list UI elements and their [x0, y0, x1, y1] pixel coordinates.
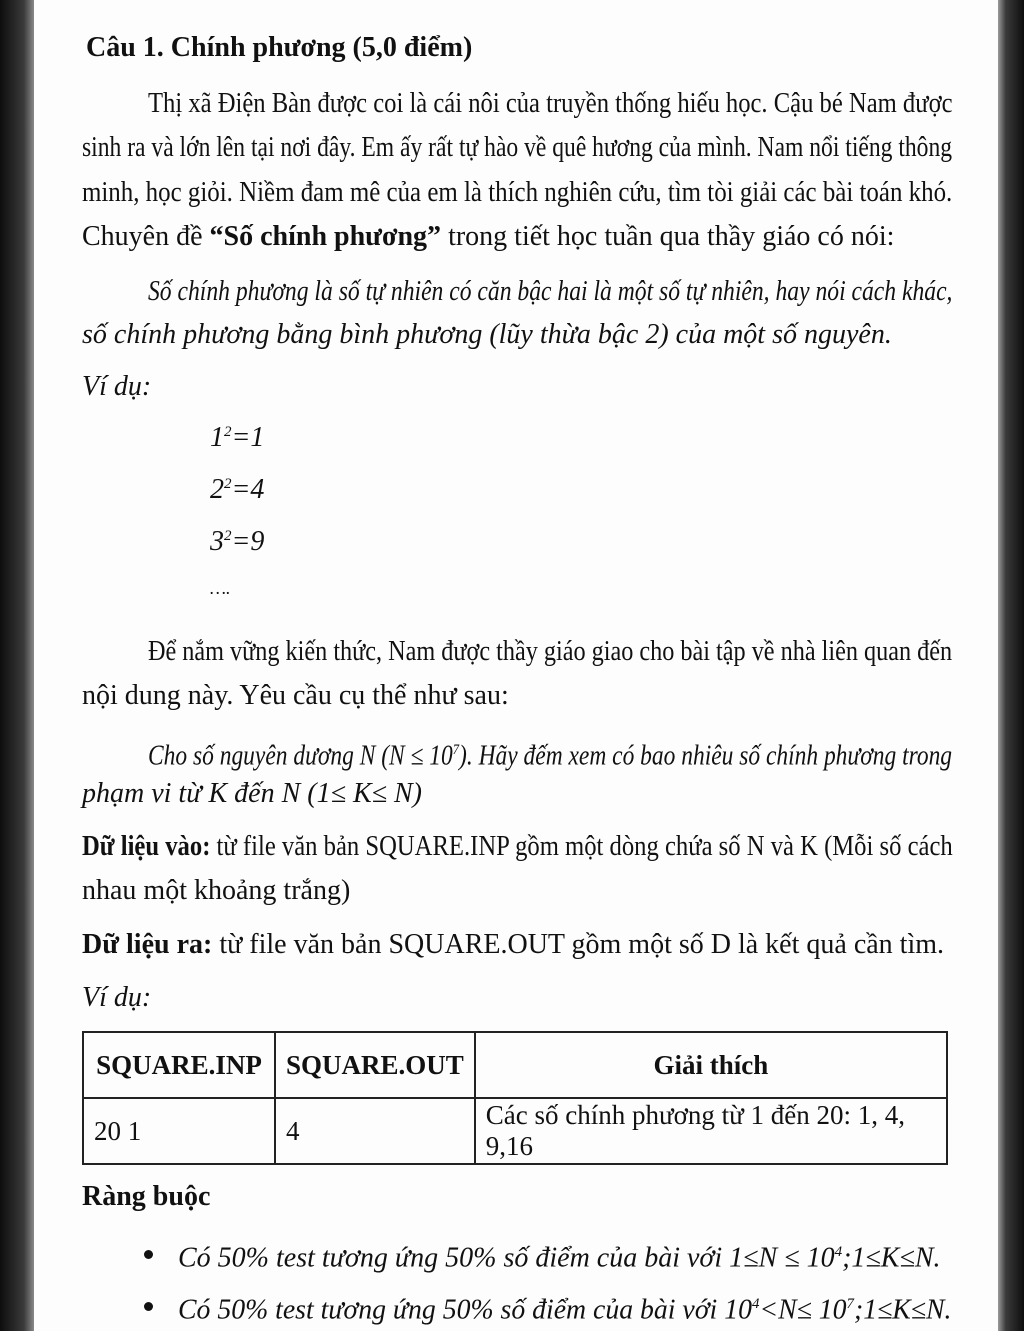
- task-intro-line-1: Để nắm vững kiến thức, Nam được thầy giáo giao cho bài tập về nhà liên quan đến: [148, 636, 953, 667]
- table-header-cell: Giải thích: [475, 1032, 947, 1098]
- constraint-2: Có 50% test tương ứng 50% số điểm của bài với $10^4<N\le$ $10^7;1\le K\le N$.: [178, 1294, 952, 1326]
- constraints-label: Ràng buộc: [82, 1181, 211, 1212]
- bullet-icon: [144, 1250, 153, 1259]
- input-line-1: [82, 830, 953, 864]
- example-label: Ví dụ:: [82, 371, 152, 402]
- intro-line-2: sinh ra và lớn lên tại nơi đây. Em ấy rất tự hào về quê hương của mình. Nam nổi tiếng thông: [82, 132, 953, 163]
- table-cell: Các số chính phương từ 1 đến 20: 1, 4, 9,16: [475, 1098, 947, 1164]
- question-title: Câu 1. Chính phương (5,0 điểm): [86, 32, 473, 63]
- input-line-2: nhau một khoảng trắng): [82, 875, 351, 906]
- example-3: $3^2=9$: [210, 526, 265, 557]
- example-table: [82, 1031, 948, 1165]
- output-text: từ file văn bản SQUARE.OUT gồm một số D là kết quả cần tìm.: [212, 929, 945, 960]
- document-page: [34, 0, 998, 1331]
- example-2: $2^2=4$: [210, 474, 265, 505]
- definition-line-2: số chính phương bằng bình phương (lũy thừa bậc 2) của một số nguyên.: [82, 319, 892, 350]
- example-ellipsis: ….: [210, 578, 231, 598]
- input-label: Dữ liệu vào:: [82, 831, 211, 862]
- scan-shadow-right: [998, 0, 1024, 1331]
- input-text: từ file văn bản SQUARE.INP gồm một dòng chứa số N và K (Mỗi số cách: [210, 831, 953, 862]
- intro-line-4: [82, 220, 894, 254]
- task-line-2: phạm vi từ K đến N (1≤ K≤ N): [82, 778, 422, 809]
- table-header-row: [83, 1032, 947, 1098]
- constraint-1: Có 50% test tương ứng 50% số điểm của bài với $1\le N \le 10^4;1\le K\le N$.: [178, 1242, 941, 1274]
- topic-suffix: trong tiết học tuần qua thầy giáo có nói:: [441, 221, 895, 252]
- table-header-cell: SQUARE.INP: [83, 1032, 275, 1098]
- task-intro-line-2: nội dung này. Yêu cầu cụ thể như sau:: [82, 680, 509, 711]
- table-cell: 4: [275, 1098, 475, 1164]
- example-label-2: Ví dụ:: [82, 982, 152, 1013]
- topic-name: “Số chính phương”: [209, 221, 442, 252]
- example-1: $1^2=1$: [210, 422, 265, 453]
- table-header-cell: SQUARE.OUT: [275, 1032, 475, 1098]
- bullet-icon: [144, 1302, 153, 1311]
- table-row: [83, 1098, 947, 1164]
- intro-line-1: Thị xã Điện Bàn được coi là cái nôi của truyền thống hiếu học. Cậu bé Nam được: [148, 88, 953, 119]
- scan-shadow-left: [0, 0, 34, 1331]
- output-label: Dữ liệu ra:: [82, 929, 213, 960]
- definition-line-1: Số chính phương là số tự nhiên có căn bậc hai là một số tự nhiên, hay nói cách khác,: [148, 276, 953, 307]
- task-line-1: Cho số nguyên dương N $(N \le 10^7)$. Hãy đếm xem có bao nhiêu số chính phương trong: [148, 740, 953, 772]
- table-cell: 20 1: [83, 1098, 275, 1164]
- topic-prefix: Chuyên đề: [82, 221, 210, 252]
- intro-line-3: minh, học giỏi. Niềm đam mê của em là thích nghiên cứu, tìm tòi giải các bài toán khó.: [82, 177, 953, 208]
- output-line: [82, 928, 944, 962]
